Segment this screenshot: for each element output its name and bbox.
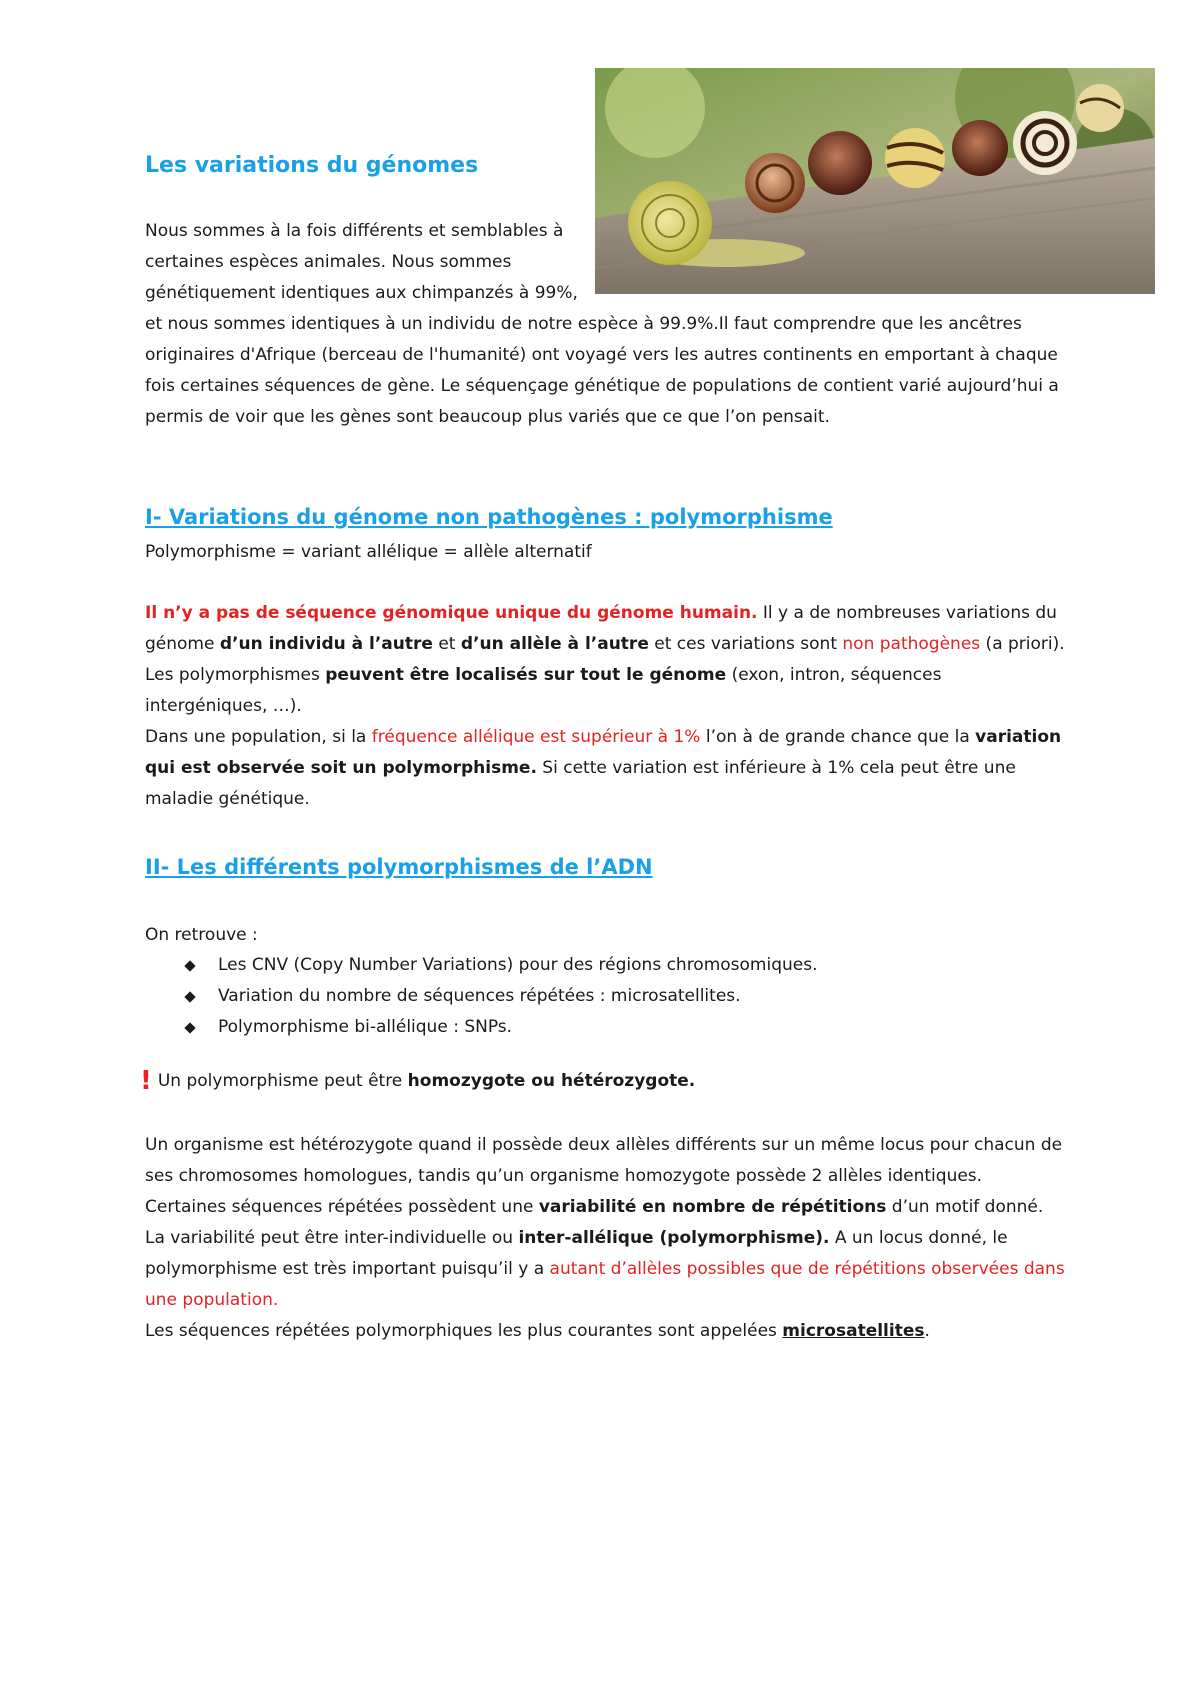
red-run: non pathogènes <box>842 634 981 654</box>
section-1-heading: I- Variations du génome non pathogènes : polymorphisme <box>145 505 833 529</box>
bullet-icon <box>184 1022 195 1033</box>
red-run: autant d’allèles possibles que de répétitions observées dans une population. <box>145 1259 1065 1310</box>
text-run: d’un motif donné. <box>886 1197 1044 1217</box>
section-1-heading-block <box>145 502 1065 533</box>
text-run: Un polymorphisme peut être <box>157 1071 408 1091</box>
bold-run: peuvent être localisés sur tout le génome <box>325 665 727 685</box>
bold-run: inter-allélique (polymorphisme). <box>518 1228 830 1248</box>
intro-block <box>145 216 1065 433</box>
genome-variation-paragraph <box>145 598 1065 722</box>
section-2-intro: On retrouve : <box>145 925 258 945</box>
text-run: l’on à de grande chance que la <box>700 727 976 747</box>
text-run: et <box>432 634 461 654</box>
polymorphism-list <box>172 950 1052 1043</box>
bold-run: d’un allèle à l’autre <box>460 634 649 654</box>
exclamation-icon: ! <box>140 1066 152 1096</box>
list-item <box>172 950 1052 981</box>
microsatellites-term: microsatellites <box>782 1321 925 1341</box>
text-run: A un locus donné, le polymorphisme est très important puisqu’il y a <box>145 1228 1008 1279</box>
text-run: Certaines séquences répétées possèdent une <box>145 1197 539 1217</box>
bold-run: variabilité en nombre de répétitions <box>538 1197 887 1217</box>
text-run: . <box>924 1321 930 1341</box>
bold-run: d’un individu à l’autre <box>219 634 433 654</box>
inter-allelic-paragraph <box>145 1223 1065 1316</box>
section-2-heading: II- Les différents polymorphismes de l’ADN <box>145 855 653 879</box>
repeat-variability-paragraph <box>145 1192 1065 1223</box>
allele-frequency-paragraph <box>145 722 1065 815</box>
list-item-text: Variation du nombre de séquences répétées : microsatellites. <box>218 986 741 1006</box>
no-unique-sequence-text: Il n’y a pas de séquence génomique unique du génome humain. <box>145 603 758 623</box>
red-run: fréquence allélique est supérieur à 1% <box>371 727 701 747</box>
text-run: (a priori). Les polymorphismes <box>145 634 1065 685</box>
section-2-body <box>145 1130 1065 1347</box>
intro-paragraph: Nous sommes à la fois différents et semblables à certaines espèces animales. Nous sommes génétiquement identiques aux chimpanzés à 99%, et nous sommes identiques à un individu de notre espèce à 99.9%.Il faut comprendre que les ancêtres originaires d'Afrique (berceau de l'humanité) ont voyagé vers les autres continents en emportant à chaque fois certaines séquences de gène. Le séquençage génétique de populations de contient varié aujourd’hui a permis de voir que les gènes sont beaucoup plus variés que ce que l’on pensait. <box>145 221 1059 427</box>
text-run: et ces variations sont <box>648 634 843 654</box>
page-title: Les variations du génomes <box>145 153 479 178</box>
text-run: (exon, intron, séquences intergéniques, …). <box>145 665 942 716</box>
text-run: La variabilité peut être inter-individuelle ou <box>145 1228 519 1248</box>
text-run: Dans une population, si la <box>145 727 372 747</box>
section-2-heading-block <box>145 852 1065 883</box>
heterozygote-paragraph: Un organisme est hétérozygote quand il possède deux allèles différents sur un même locus pour chacun de ses chromosomes homologues, tandis qu’un organisme homozygote possède 2 allèles identiques. <box>145 1135 1063 1186</box>
list-item <box>172 981 1052 1012</box>
bullet-icon <box>184 991 195 1002</box>
text-run: Les séquences répétées polymorphiques les plus courantes sont appelées <box>145 1321 783 1341</box>
text-run: Il y a de nombreuses variations du génome <box>145 603 1057 654</box>
microsatellites-paragraph <box>145 1316 1065 1347</box>
bold-run: variation qui est observée soit un polymorphisme. <box>145 727 1062 778</box>
section-1-body <box>145 598 1065 815</box>
warning-note <box>140 1066 1060 1097</box>
list-item-text: Les CNV (Copy Number Variations) pour des régions chromosomiques. <box>218 955 818 975</box>
list-item <box>172 1012 1052 1043</box>
list-item-text: Polymorphisme bi-allélique : SNPs. <box>218 1017 513 1037</box>
snail-shells-photo <box>595 68 1155 294</box>
bullet-icon <box>184 960 195 971</box>
text-run: Si cette variation est inférieure à 1% cela peut être une maladie génétique. <box>145 758 1016 809</box>
definition-line: Polymorphisme = variant allélique = allèle alternatif <box>145 542 592 562</box>
bold-run: homozygote ou hétérozygote. <box>407 1071 696 1091</box>
